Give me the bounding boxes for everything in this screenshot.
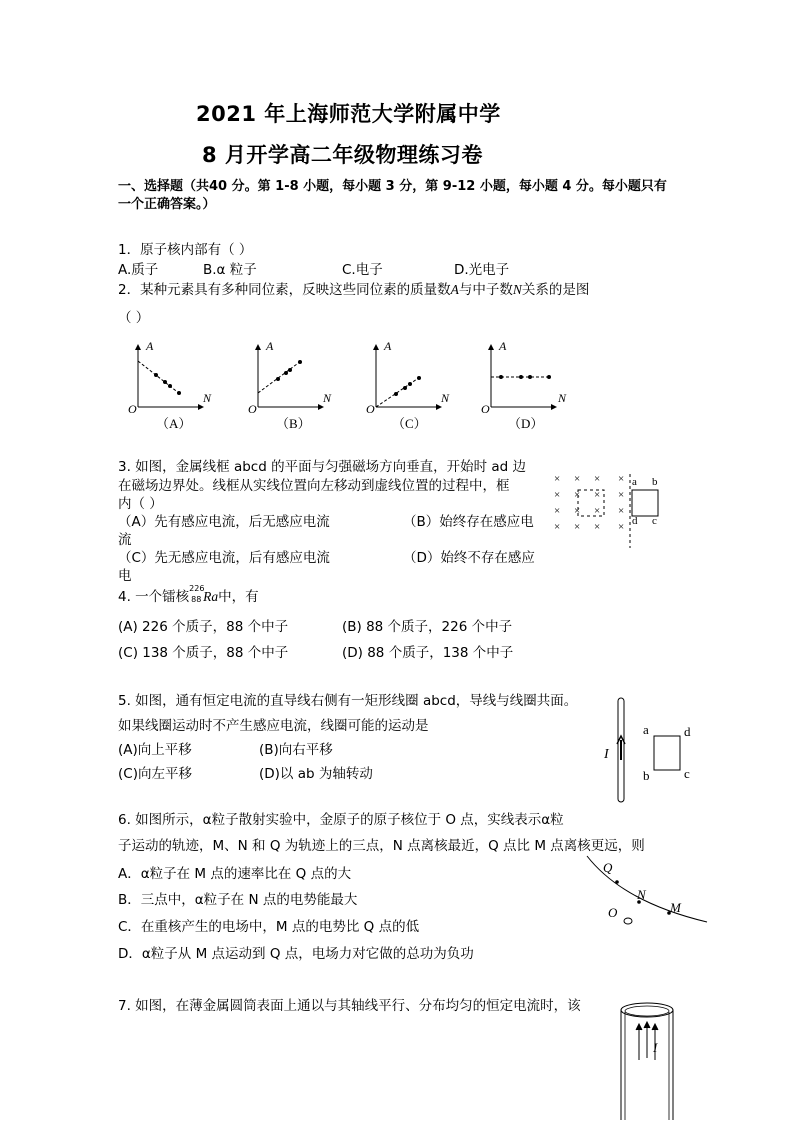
section-heading-line2: 一个正确答案。） xyxy=(118,197,216,212)
q4-mass-number: 226 xyxy=(189,584,205,593)
svg-text:c: c xyxy=(652,515,657,527)
q1-option-a: A.质子 xyxy=(118,262,159,278)
svg-text:×: × xyxy=(618,473,625,485)
q2-graph-b xyxy=(248,339,332,431)
q6-line2: 子运动的轨迹，M、N 和 Q 为轨迹上的三点，N 点离核最近，Q 点比 M 点离核更远，则 xyxy=(118,838,645,854)
q6-alpha-scattering-figure xyxy=(575,850,715,930)
q2-stem-part3: 关系的是图 xyxy=(521,282,590,298)
q5-option-c: (C)向左平移 xyxy=(118,766,192,782)
svg-text:I: I xyxy=(653,1040,658,1055)
q5-wire-loop-figure xyxy=(598,696,708,808)
q2-var-a: A xyxy=(450,282,459,297)
q3-option-c: （C）先无感应电流，后有感应电流 xyxy=(118,550,330,566)
svg-text:b: b xyxy=(643,768,650,783)
q4-atomic-number: 88 xyxy=(191,595,202,604)
q4-option-d: (D) 88 个质子，138 个中子 xyxy=(342,645,514,661)
q5-option-a: (A)向上平移 xyxy=(118,742,192,758)
q2-graph-label-d: （D） xyxy=(508,416,544,431)
q2-graph-label-b: （B） xyxy=(276,416,311,431)
svg-text:M: M xyxy=(670,900,681,915)
q2-stem-part1: 2．某种元素具有多种同位素，反映这些同位素的质量数 xyxy=(118,282,451,298)
q6-option-a: A．α粒子在 M 点的速率比在 Q 点的大 xyxy=(118,866,352,882)
svg-text:O: O xyxy=(128,402,137,416)
q3-option-d: （D）始终不存在感应 xyxy=(403,550,535,566)
q4-option-c: (C) 138 个质子，88 个中子 xyxy=(118,645,289,661)
svg-text:×: × xyxy=(554,521,561,533)
q1-option-b: B.α 粒子 xyxy=(203,262,257,278)
q7-cylinder-figure xyxy=(615,1000,695,1122)
svg-text:N: N xyxy=(203,391,212,405)
svg-text:d: d xyxy=(684,724,691,739)
svg-text:×: × xyxy=(574,473,581,485)
q1-stem: 1．原子核内部有（ ） xyxy=(118,242,253,258)
svg-text:N: N xyxy=(637,887,646,902)
q4-option-a: (A) 226 个质子，88 个中子 xyxy=(118,619,289,635)
svg-text:×: × xyxy=(574,505,581,517)
svg-text:O: O xyxy=(366,402,375,416)
svg-text:A: A xyxy=(146,339,154,353)
svg-text:A: A xyxy=(266,339,274,353)
svg-text:b: b xyxy=(652,476,658,488)
svg-text:×: × xyxy=(554,489,561,501)
svg-text:A: A xyxy=(499,339,507,353)
q4-stem-part2: 中，有 xyxy=(218,589,259,605)
q5-line1: 5. 如图，通有恒定电流的直导线右侧有一矩形线圈 abcd，导线与线圈共面。 xyxy=(118,693,578,709)
svg-text:O: O xyxy=(248,402,257,416)
q4-option-b: (B) 88 个质子，226 个中子 xyxy=(342,619,513,635)
q2-graph-a xyxy=(128,339,212,431)
q5-line2: 如果线圈运动时不产生感应电流，线圈可能的运动是 xyxy=(118,718,429,734)
q5-option-d: (D)以 ab 为轴转动 xyxy=(259,766,373,782)
page-title-line2: 8 月开学高二年级物理练习卷 xyxy=(202,143,483,167)
svg-text:×: × xyxy=(554,505,561,517)
q1-option-c: C.电子 xyxy=(342,262,383,278)
svg-text:Q: Q xyxy=(603,860,613,875)
svg-text:O: O xyxy=(481,402,490,416)
q4-stem-part1: 4. 一个镭核 xyxy=(118,589,190,605)
q3-field-figure xyxy=(550,470,670,550)
q2-var-n: N xyxy=(512,282,522,297)
svg-text:a: a xyxy=(643,722,649,737)
svg-text:N: N xyxy=(323,391,332,405)
q3-line2: 在磁场边界处。线框从实线位置向左移动到虚线位置的过程中，框 xyxy=(118,478,510,494)
svg-text:c: c xyxy=(684,766,690,781)
q1-option-d: D.光电子 xyxy=(454,262,510,278)
svg-text:I: I xyxy=(604,747,609,762)
q2-graph-d xyxy=(481,339,567,431)
q2-graph-label-c: （C） xyxy=(392,416,427,431)
q6-option-c: C．在重核产生的电场中，M 点的电势比 Q 点的低 xyxy=(118,919,420,935)
q4-element-symbol: Ra xyxy=(203,589,219,604)
q5-option-b: (B)向右平移 xyxy=(259,742,333,758)
q7-line1: 7. 如图，在薄金属圆筒表面上通以与其轴线平行、分布均匀的恒定电流时，该 xyxy=(118,998,581,1014)
q2-graphs-figure xyxy=(118,335,578,440)
svg-text:×: × xyxy=(594,473,601,485)
q6-option-b: B．三点中，α粒子在 N 点的电势能最大 xyxy=(118,892,358,908)
svg-text:×: × xyxy=(594,505,601,517)
q4-stem xyxy=(118,585,259,605)
svg-text:×: × xyxy=(618,521,625,533)
svg-text:×: × xyxy=(574,521,581,533)
q3-option-b-cont: 流 xyxy=(118,532,132,548)
svg-text:A: A xyxy=(384,339,392,353)
svg-text:×: × xyxy=(594,489,601,501)
page-title-line1: 2021 年上海师范大学附属中学 xyxy=(196,102,501,126)
q2-stem-part2: 与中子数 xyxy=(458,282,513,298)
svg-text:d: d xyxy=(632,515,638,527)
q3-line1: 3. 如图，金属线框 abcd 的平面与匀强磁场方向垂直，开始时 ad 边 xyxy=(118,459,527,475)
q3-option-b: （B）始终存在感应电 xyxy=(403,514,534,530)
svg-text:N: N xyxy=(441,391,450,405)
q3-option-a: （A）先有感应电流，后无感应电流 xyxy=(118,514,330,530)
svg-text:×: × xyxy=(554,473,561,485)
q2-answer-paren: （ ） xyxy=(118,310,150,326)
q2-graph-label-a: （A） xyxy=(156,416,192,431)
svg-text:×: × xyxy=(574,489,581,501)
svg-text:N: N xyxy=(558,391,567,405)
q3-option-d-cont: 电 xyxy=(118,568,132,584)
q6-option-d: D．α粒子从 M 点运动到 Q 点，电场力对它做的总功为负功 xyxy=(118,946,474,962)
q3-line3: 内（ ） xyxy=(118,496,163,512)
q2-stem xyxy=(118,278,589,298)
q2-graph-c xyxy=(366,339,450,431)
svg-text:O: O xyxy=(608,905,618,920)
section-heading-line1: 一、选择题（共40 分。第 1-8 小题，每小题 3 分，第 9-12 小题，每小题 4 分。每小题只有 xyxy=(118,179,667,194)
svg-text:×: × xyxy=(618,505,625,517)
q6-line1: 6. 如图所示，α粒子散射实验中，金原子的原子核位于 O 点，实线表示α粒 xyxy=(118,812,564,828)
svg-text:×: × xyxy=(618,489,625,501)
svg-text:×: × xyxy=(594,521,601,533)
svg-text:a: a xyxy=(632,476,637,488)
